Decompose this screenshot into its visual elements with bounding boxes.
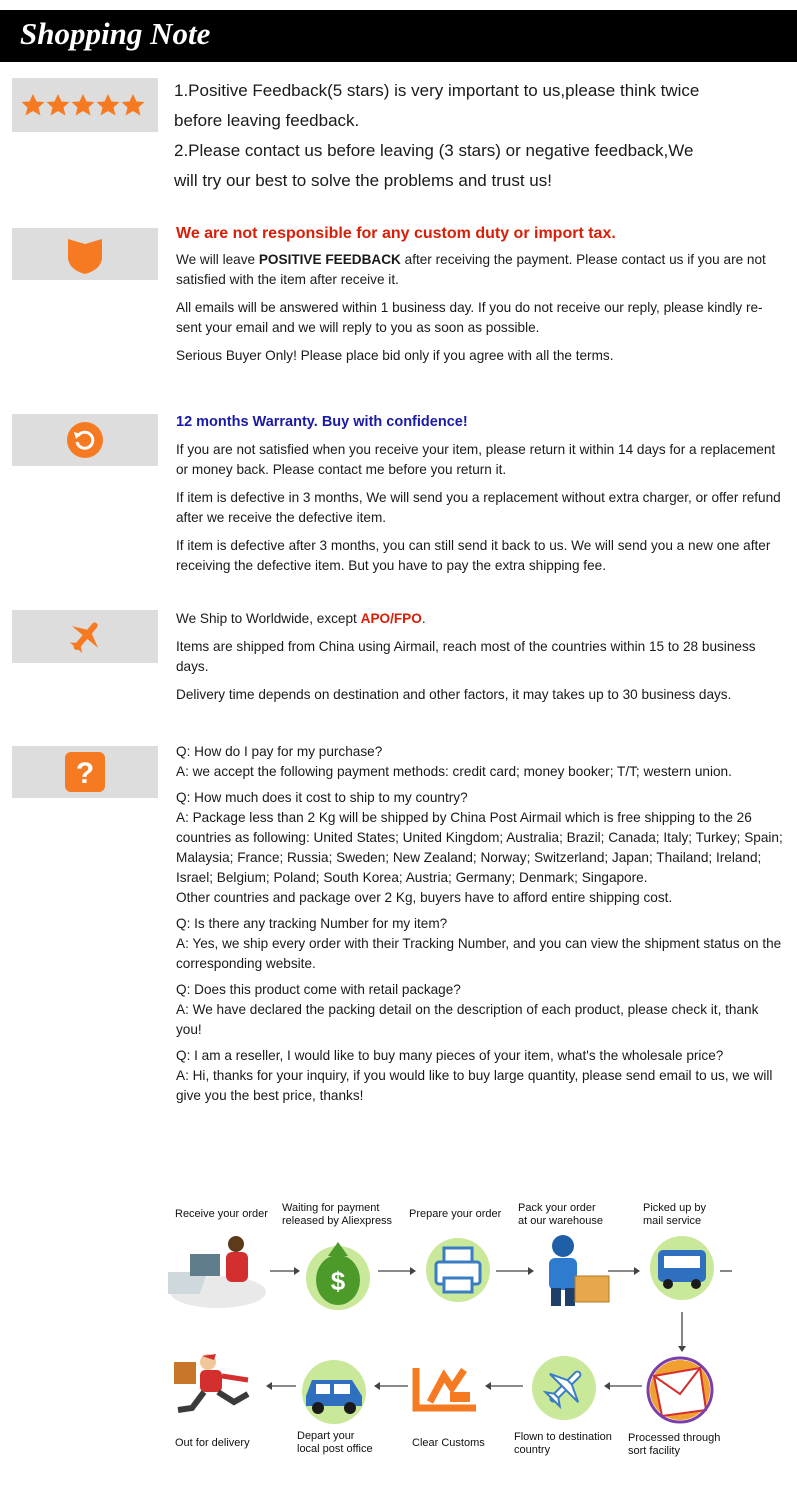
- five-stars-icon: [12, 78, 158, 132]
- shield-icon-box: [12, 228, 158, 280]
- feedback-line-1: 1.Positive Feedback(5 stars) is very important to us,please think twice: [174, 81, 700, 100]
- flow-label-sort-facility: [628, 1432, 720, 1458]
- flow-label-clear-customs: Clear Customs: [412, 1437, 485, 1449]
- printer-icon: [420, 1232, 496, 1308]
- arrow-right-icon: [378, 1265, 416, 1277]
- flow-label-line: Pack your order: [518, 1202, 596, 1214]
- warranty-paragraph-2: If item is defective in 3 months, We will send you a replacement without extra charger, or offer refund after we receive the defective item.: [176, 490, 781, 525]
- flow-label-prepare-order: Prepare your order: [409, 1208, 502, 1220]
- svg-text:$: $: [330, 1266, 346, 1296]
- warranty-heading: 12 months Warranty. Buy with confidence!: [176, 414, 468, 430]
- faq-item-3: [176, 914, 786, 974]
- flow-label-line: Waiting for payment: [282, 1202, 380, 1214]
- flow-label-receive-order: Receive your order: [175, 1208, 268, 1220]
- faq-answer: A: We have declared the packing detail on the description of each product, please check it, thank you!: [176, 1002, 759, 1037]
- policy-p1-text: We will leave: [176, 252, 259, 267]
- star-icon: [72, 94, 95, 116]
- shipping-line-1: [176, 609, 786, 629]
- faq-question: Q: Is there any tracking Number for my item?: [176, 916, 448, 931]
- policy-paragraph-3: Serious Buyer Only! Please place bid only if you agree with all the terms.: [176, 348, 614, 363]
- svg-text:?: ?: [75, 757, 95, 790]
- warranty-paragraph-3: If item is defective after 3 months, you can still send it back to us. We will send you a new one after receiving the defective item. But you have to pay the extra shipping fee.: [176, 538, 771, 573]
- faq-answer-note: Other countries and package over 2 Kg, buyers have to afford entire shipping cost.: [176, 890, 673, 905]
- flow-label-waiting-payment: [282, 1202, 392, 1228]
- apo-fpo-text: APO/FPO: [360, 611, 422, 626]
- sort-facility-icon: [640, 1350, 720, 1430]
- warehouse-worker-icon: [535, 1230, 615, 1312]
- star-icon: [97, 94, 120, 116]
- flow-label-depart-post-office: [297, 1430, 373, 1456]
- stars-icon-box: [12, 78, 158, 132]
- faq-answer: A: Package less than 2 Kg will be shipped by China Post Airmail which is free shipping to the 26 countries as following: United States; United Kingdom; Australia; Brazil; Canada; Italy; Turkey; Spain; Malaysia; France; Russia; Sweden; New Zealand; Norway; Switzerland; Japan; Thailand; Ireland; Israel; Belgium; Poland; South Korea; Austria; Germany; Denmark; Singapore.: [176, 810, 783, 885]
- flow-label-line: Flown to destination: [514, 1431, 612, 1443]
- arrow-right-icon: [270, 1265, 300, 1277]
- faq-question: Q: How do I pay for my purchase?: [176, 744, 383, 759]
- arrow-right-icon: [608, 1265, 640, 1277]
- refresh-icon-box: [12, 414, 158, 466]
- flow-label-line: mail service: [643, 1215, 702, 1227]
- flow-label-line: Processed through: [628, 1432, 721, 1444]
- flow-label-flown-destination: [514, 1431, 612, 1457]
- money-bag-icon: [300, 1228, 376, 1312]
- arrow-left-icon: [266, 1380, 296, 1392]
- question-icon-box: [12, 746, 158, 798]
- feedback-line-2: before leaving feedback.: [174, 111, 360, 130]
- faq-question: Q: Does this product come with retail package?: [176, 982, 461, 997]
- shield-icon: [12, 228, 158, 280]
- shipping-section: [176, 609, 786, 713]
- page-header: [0, 10, 797, 62]
- positive-feedback-text: POSITIVE FEEDBACK: [258, 252, 401, 267]
- refresh-icon: [12, 414, 158, 466]
- flow-dash: [720, 1265, 734, 1277]
- faq-answer: A: we accept the following payment methods: credit card; money booker; T/T; western union.: [176, 764, 732, 779]
- flow-label-line: at our warehouse: [518, 1215, 603, 1227]
- page-title: Shopping Note: [20, 16, 211, 51]
- policy-paragraph-2: All emails will be answered within 1 business day. If you do not receive our reply, please kindly re-sent your email and we will reply to you as soon as possible.: [176, 300, 763, 335]
- faq-item-1: [176, 742, 786, 782]
- airplane-icon: [12, 610, 158, 663]
- shipping-paragraph-2: Items are shipped from China using Airmail, reach most of the countries within 15 to 28 business days.: [176, 639, 756, 674]
- shipping-paragraph-3: Delivery time depends on destination and other factors, it may takes up to 30 business days.: [176, 687, 732, 702]
- shipping-line-1-end: .: [421, 611, 426, 626]
- warranty-paragraph-1: If you are not satisfied when you receive your item, please return it within 14 days for a replacement or money back. Please contact me before you return it.: [176, 442, 776, 477]
- truck-icon: [644, 1230, 720, 1306]
- car-icon: [296, 1354, 372, 1430]
- arrow-left-icon: [604, 1380, 642, 1392]
- airplane-flight-icon: [526, 1350, 602, 1426]
- faq-item-4: [176, 980, 786, 1040]
- flow-label-pack-order: [518, 1202, 603, 1228]
- warranty-section: [176, 412, 786, 584]
- delivery-runner-icon: [170, 1350, 266, 1426]
- star-icon: [47, 94, 70, 116]
- flow-label-line: local post office: [297, 1443, 373, 1455]
- policy-p1-text-end: after receiving the payment. Please contact us if you are not satisfied with the item after receive it.: [176, 252, 766, 287]
- arrow-left-icon: [374, 1380, 408, 1392]
- flow-label-out-for-delivery: Out for delivery: [175, 1437, 250, 1449]
- faq-item-5: [176, 1046, 786, 1106]
- flow-label-line: Depart your: [297, 1430, 355, 1442]
- faq-item-2: [176, 788, 786, 908]
- computer-person-icon: [168, 1232, 268, 1312]
- arrow-down-icon: [676, 1312, 688, 1352]
- faq-section: [176, 742, 786, 1112]
- policy-paragraph-1: [176, 250, 786, 290]
- customs-icon: [410, 1358, 482, 1418]
- faq-answer: A: Hi, thanks for your inquiry, if you would like to buy large quantity, please send email to us, we will give you the best price, thanks!: [176, 1068, 773, 1103]
- flow-label-line: released by Aliexpress: [282, 1215, 393, 1227]
- faq-question: Q: How much does it cost to ship to my country?: [176, 790, 468, 805]
- policy-section: [176, 224, 786, 374]
- flow-label-line: country: [514, 1444, 551, 1456]
- flow-label-line: Picked up by: [643, 1202, 706, 1214]
- arrow-right-icon: [496, 1265, 534, 1277]
- faq-answer: A: Yes, we ship every order with their Tracking Number, and you can view the shipment status on the corresponding website.: [176, 936, 782, 971]
- question-icon: [12, 746, 158, 798]
- arrow-left-icon: [485, 1380, 523, 1392]
- airplane-icon-box: [12, 610, 158, 663]
- flow-label-line: sort facility: [628, 1445, 680, 1457]
- policy-heading: We are not responsible for any custom duty or import tax.: [176, 225, 616, 242]
- shipping-line-1-text: We Ship to Worldwide, except: [176, 611, 361, 626]
- faq-question: Q: I am a reseller, I would like to buy many pieces of your item, what's the wholesale price?: [176, 1048, 724, 1063]
- feedback-section: [174, 76, 784, 196]
- star-icon: [122, 94, 145, 116]
- feedback-line-4: will try our best to solve the problems and trust us!: [174, 171, 552, 190]
- flow-label-picked-up: [643, 1202, 706, 1228]
- star-icon: [22, 94, 45, 116]
- feedback-line-3: 2.Please contact us before leaving (3 stars) or negative feedback,We: [174, 141, 694, 160]
